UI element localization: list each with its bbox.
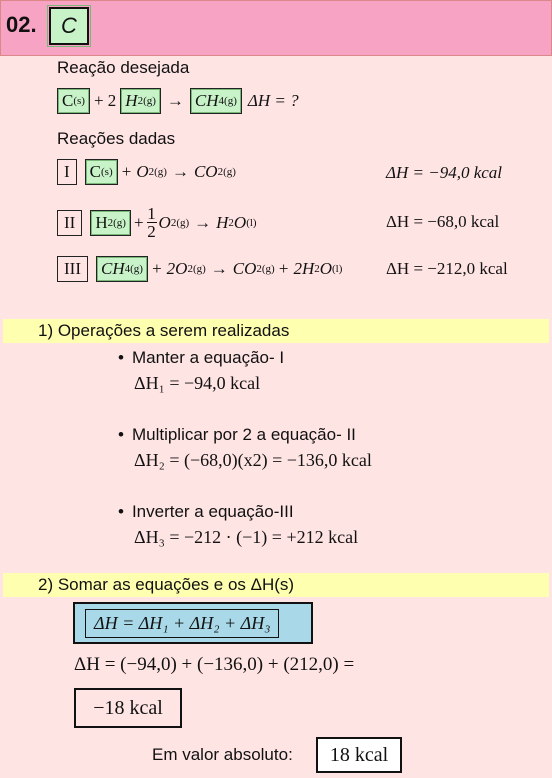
desired-dh: ΔH = ? xyxy=(247,91,299,110)
answer-letter: C xyxy=(61,13,77,38)
desired-h2-box: H 2(g) xyxy=(120,88,161,114)
ops-title: 1) Operações a serem realizadas xyxy=(38,321,290,340)
desired-coef: + 2 xyxy=(93,91,117,110)
arrow: → xyxy=(166,91,184,110)
op-3-calc: ΔH₃ = −212 · (−1) = +212 kcal xyxy=(134,527,359,547)
r2-box: H 2(g) xyxy=(90,210,131,236)
r3-box: CH 4(g) xyxy=(96,256,148,282)
reaction-3: III CH 4(g) + 2O 2(g) → CO 2(g) + 2H 2 O (l) xyxy=(57,256,342,282)
reaction-1: I C (s) + O 2(g) → CO 2(g) xyxy=(57,159,236,185)
r1-box: C (s) xyxy=(85,159,118,185)
abs-value: 18 kcal xyxy=(329,743,389,766)
op-3: • Inverter a equação-III xyxy=(118,502,294,522)
op-1-calc: ΔH₁ = −94,0 kcal xyxy=(134,373,261,393)
roman-1: I xyxy=(57,159,77,185)
desired-equation xyxy=(57,88,299,114)
sum-formula: ΔH = ΔH₁ + ΔH₂ + ΔH₃ xyxy=(85,609,279,638)
question-number: 02. xyxy=(6,12,37,37)
given-title: Reações dadas xyxy=(57,129,176,148)
op-2: • Multiplicar por 2 a equação- II xyxy=(118,425,356,445)
op-1: • Manter a equação- I xyxy=(118,348,284,368)
desired-c-box: C (s) xyxy=(57,88,90,114)
sum-formula-box xyxy=(73,602,313,644)
desired-ch4-box: CH 4(g) xyxy=(190,88,242,114)
reaction-3-dh: ΔH = −212,0 kcal xyxy=(386,259,508,278)
abs-value-box xyxy=(316,737,402,773)
answer-box xyxy=(49,7,89,45)
roman-2: II xyxy=(57,210,82,236)
sum-title: 2) Somar as equações e os ΔH(s) xyxy=(38,575,295,594)
reaction-1-dh: ΔH = −94,0 kcal xyxy=(386,163,503,182)
reaction-2-dh: ΔH = −68,0 kcal xyxy=(386,212,500,231)
result-value: −18 kcal xyxy=(93,696,163,719)
sum-numeric: ΔH = (−94,0) + (−136,0) + (212,0) = xyxy=(74,654,355,675)
op-2-calc: ΔH₂ = (−68,0)(x2) = −136,0 kcal xyxy=(134,450,372,470)
desired-title: Reação desejada xyxy=(57,58,190,77)
fraction: 1 2 xyxy=(147,204,156,241)
abs-label: Em valor absoluto: xyxy=(152,745,293,764)
result-box xyxy=(74,688,182,728)
roman-3: III xyxy=(57,256,88,282)
reaction-2: II H 2(g) + 1 2 O 2(g) → H 2 O (l) xyxy=(57,205,257,240)
